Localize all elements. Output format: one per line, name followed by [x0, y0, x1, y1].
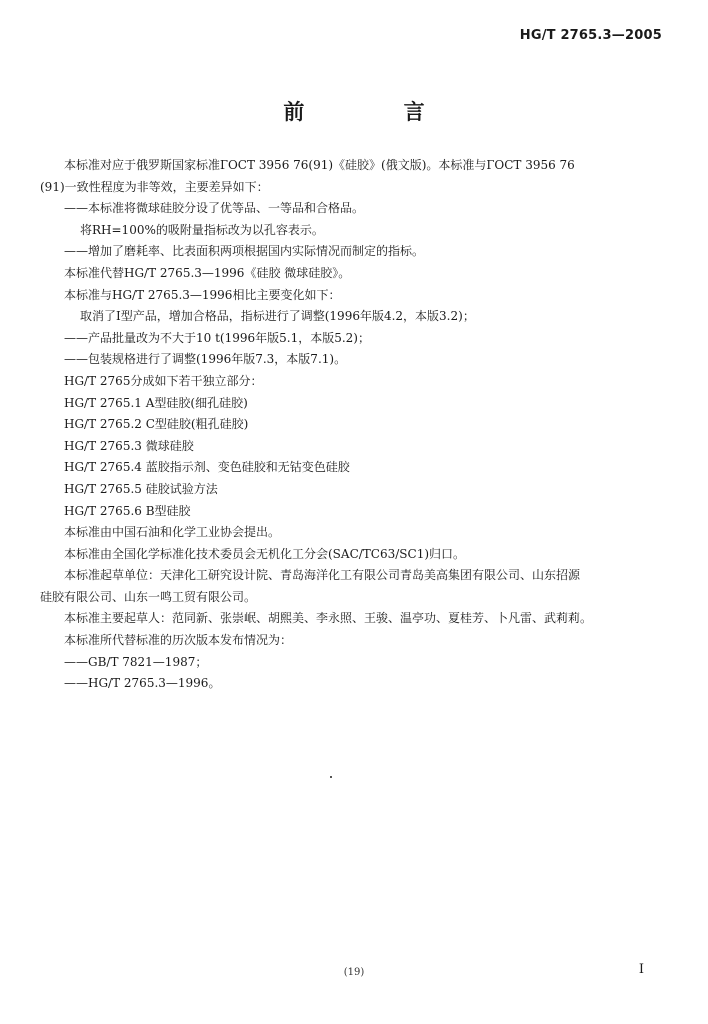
foreword-body [40, 155, 664, 695]
paragraph-line: 硅胶有限公司、山东一鸣工贸有限公司。 [40, 589, 257, 604]
part-list-item: HG/T 2765.1 A型硅胶(细孔硅胶) [64, 395, 248, 410]
paragraph-line: HG/T 2765分成如下若干独立部分： [64, 373, 263, 388]
roman-page-number: Ⅰ [638, 962, 644, 977]
history-list-item: ——GB/T 7821—1987； [64, 654, 208, 669]
paragraph-line: 取消了Ⅰ型产品，增加合格品，指标进行了调整(1996年版4.2，本版3.2)； [80, 309, 475, 324]
paragraph-line: 本标准对应于俄罗斯国家标准ГОСТ 3956 76(91)《硅胶》(俄文版)。本标准与ГОСТ 3956 76 [64, 158, 575, 172]
stray-mark [330, 776, 332, 778]
paragraph-line: ——本标准将微球硅胶分设了优等品、一等品和合格品。 [64, 201, 365, 216]
standard-code-header: HG/T 2765.3—2005 [519, 28, 662, 43]
history-list-item: ——HG/T 2765.3—1996。 [64, 676, 221, 691]
page-title: 前 言 [283, 100, 471, 124]
paragraph-line: ——增加了磨耗率、比表面积两项根据国内实际情况而制定的指标。 [64, 244, 425, 259]
part-list-item: HG/T 2765.5 硅胶试验方法 [64, 481, 218, 496]
paragraph-line: 本标准与HG/T 2765.3—1996相比主要变化如下： [64, 287, 341, 302]
paragraph-line: 本标准代替HG/T 2765.3—1996《硅胶 微球硅胶》。 [64, 265, 351, 280]
page-number: (19) [343, 967, 365, 978]
paragraph-line: ——包装规格进行了调整(1996年版7.3，本版7.1)。 [64, 352, 347, 367]
paragraph-line: ——产品批量改为不大于10 t(1996年版5.1，本版5.2)； [64, 330, 370, 345]
paragraph-line: 本标准由中国石油和化学工业协会提出。 [64, 525, 281, 540]
part-list-item: HG/T 2765.3 微球硅胶 [64, 438, 194, 453]
part-list-item: HG/T 2765.6 B型硅胶 [64, 503, 191, 518]
paragraph-line: 本标准起草单位：天津化工研究设计院、青岛海洋化工有限公司青岛美高集团有限公司、山东招源 [64, 568, 581, 583]
paragraph-line: 将RH=100%的吸附量指标改为以孔容表示。 [80, 222, 324, 237]
part-list-item: HG/T 2765.4 蓝胶指示剂、变色硅胶和无钴变色硅胶 [64, 460, 350, 475]
paragraph-line: (91)一致性程度为非等效，主要差异如下： [40, 179, 269, 194]
part-list-item: HG/T 2765.2 C型硅胶(粗孔硅胶) [64, 417, 249, 432]
paragraph-line: 本标准由全国化学标准化技术委员会无机化工分会(SAC/TC63/SC1)归口。 [64, 546, 466, 561]
paragraph-line: 本标准主要起草人：范同新、张崇岷、胡熙美、李永照、王骏、温亭功、夏桂芳、卜凡雷、武莉莉。 [64, 611, 593, 626]
paragraph-line: 本标准所代替标准的历次版本发布情况为： [64, 633, 293, 648]
